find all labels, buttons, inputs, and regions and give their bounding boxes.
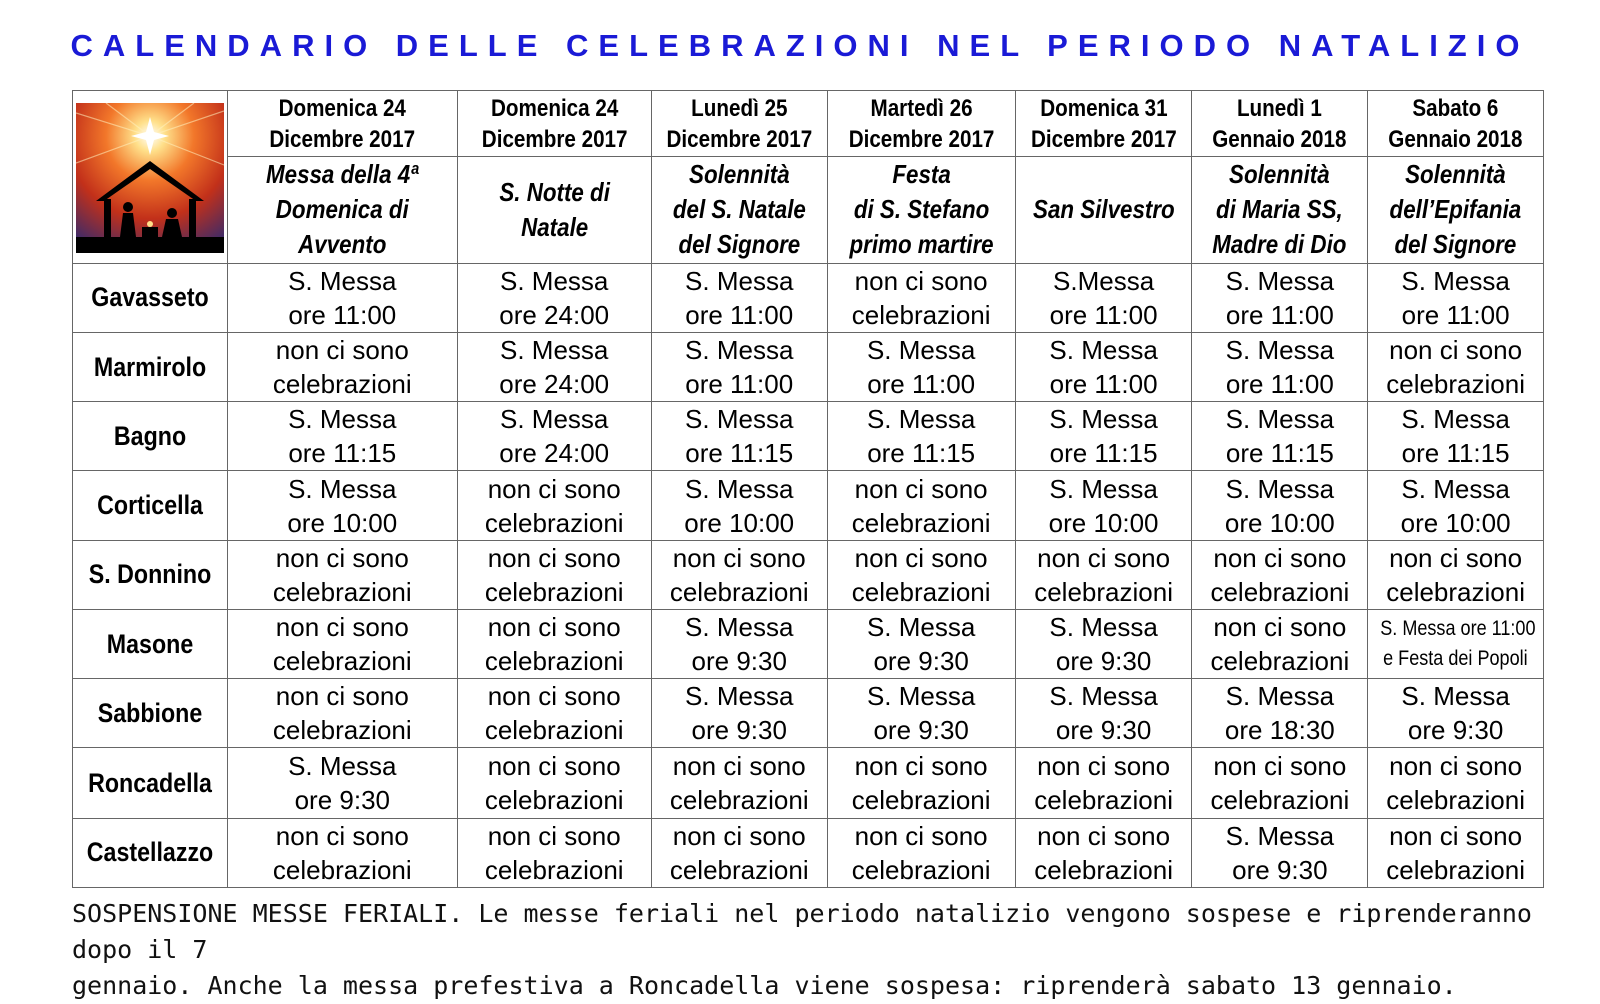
schedule-line: non ci sono	[672, 751, 806, 781]
schedule-line: non ci sono	[854, 542, 988, 573]
schedule-line: ore 10:00	[1400, 507, 1511, 538]
schedule-cell	[1368, 748, 1544, 818]
schedule-line: celebrazioni	[1034, 854, 1173, 885]
table-row	[73, 471, 1544, 540]
schedule-line: celebrazioni	[1034, 576, 1173, 607]
schedule-line: non ci sono	[487, 681, 621, 712]
header-date-cell	[228, 91, 457, 157]
header-date-cell	[651, 91, 827, 157]
schedule-line: ore 10:00	[287, 507, 398, 538]
table-row	[73, 540, 1544, 609]
schedule-line: ore 24:00	[499, 299, 610, 330]
schedule-line: S. Messa	[1401, 404, 1510, 435]
schedule-line: celebrazioni	[669, 785, 809, 815]
place-name: Marmirolo	[93, 351, 207, 382]
table-row	[73, 263, 1544, 332]
schedule-line: S. Messa	[685, 473, 794, 504]
schedule-cell	[651, 748, 827, 818]
header-feast-cell	[827, 157, 1015, 263]
table-row	[73, 402, 1544, 471]
header-feast-cell	[1015, 157, 1192, 263]
schedule-cell	[1368, 540, 1544, 609]
header-feast-cell	[651, 157, 827, 263]
header-date-line: Lunedì 1	[1237, 94, 1323, 122]
header-date-line: Dicembre 2017	[666, 125, 813, 153]
schedule-cell	[827, 402, 1015, 471]
schedule-cell	[827, 332, 1015, 401]
schedule-line: S. Messa	[1049, 404, 1158, 435]
header-date-line: Dicembre 2017	[269, 125, 416, 153]
header-feast-line: di S. Stefano	[853, 194, 989, 225]
schedule-line: S. Messa	[1049, 473, 1158, 504]
header-feast-line: Natale	[520, 211, 588, 242]
schedule-line: S. Messa	[685, 404, 794, 435]
schedule-cell	[827, 471, 1015, 540]
place-name-cell	[73, 679, 228, 748]
schedule-line: celebrazioni	[272, 646, 412, 676]
schedule-line: S. Messa	[685, 612, 794, 642]
place-name-cell	[73, 609, 228, 678]
schedule-line: ore 11:00	[1401, 299, 1510, 330]
table-row	[73, 332, 1544, 401]
place-name-cell	[73, 818, 228, 887]
schedule-line: S. Messa ore 11:00	[1380, 617, 1536, 640]
header-feast-line: Solennità	[1405, 159, 1506, 190]
schedule-line: celebrazioni	[484, 507, 624, 538]
table-row	[73, 679, 1544, 748]
schedule-line: celebrazioni	[1386, 785, 1525, 815]
header-feast-line: del Signore	[678, 229, 801, 260]
schedule-line: ore 9:30	[294, 785, 390, 815]
schedule-cell	[1192, 818, 1368, 887]
schedule-cell	[827, 748, 1015, 818]
schedule-line: S. Messa	[866, 335, 976, 365]
schedule-line: celebrazioni	[851, 299, 991, 330]
header-feast-cell	[1368, 157, 1544, 263]
place-name-cell	[73, 748, 228, 818]
header-feast-line: Domenica di	[275, 194, 409, 225]
schedule-line: S. Messa	[288, 265, 397, 296]
schedule-line: S. Messa	[500, 404, 609, 435]
place-name: Corticella	[97, 490, 203, 520]
schedule-cell	[1368, 402, 1544, 471]
schedule-line: celebrazioni	[851, 576, 991, 607]
schedule-line: non ci sono	[1213, 612, 1347, 642]
schedule-line: ore 9:30	[691, 715, 787, 746]
schedule-cell	[651, 818, 827, 887]
schedule-line: celebrazioni	[669, 854, 809, 885]
schedule-line: S. Messa	[1401, 681, 1510, 712]
header-date-cell	[457, 91, 651, 157]
schedule-cell	[228, 263, 457, 332]
header-date-cell	[1015, 91, 1192, 157]
schedule-cell	[827, 263, 1015, 332]
schedule-cell	[1015, 818, 1192, 887]
schedule-cell	[1015, 540, 1192, 609]
schedule-line: S. Messa	[866, 681, 976, 712]
schedule-line: ore 10:00	[1224, 507, 1335, 538]
schedule-line: non ci sono	[1037, 542, 1171, 573]
schedule-cell	[457, 818, 651, 887]
schedule-line: non ci sono	[1389, 751, 1523, 781]
footer-line: gennaio. Anche la messa prefestiva a Roncadella viene sospesa: riprenderà sabato 13 gennaio.	[72, 971, 1457, 1000]
schedule-line: celebrazioni	[484, 854, 624, 885]
header-feast-line: Messa della 4ª	[266, 159, 419, 190]
schedule-line: non ci sono	[487, 612, 621, 642]
schedule-line: S. Messa	[1049, 335, 1158, 365]
schedule-cell	[457, 332, 651, 401]
schedule-cell	[457, 679, 651, 748]
schedule-line: celebrazioni	[272, 715, 412, 746]
schedule-line: S. Messa	[500, 265, 609, 296]
schedule-line: non ci sono	[1213, 542, 1347, 573]
schedule-cell	[1192, 540, 1368, 609]
schedule-line: non ci sono	[1389, 820, 1523, 851]
schedule-cell	[1015, 263, 1192, 332]
schedule-line: ore 11:00	[288, 299, 397, 330]
schedule-cell	[228, 818, 457, 887]
place-name-cell	[73, 332, 228, 401]
schedule-cell	[1368, 679, 1544, 748]
schedule-line: ore 11:00	[685, 299, 794, 330]
schedule-line: S. Messa	[866, 404, 976, 435]
schedule-line: S. Messa	[1401, 473, 1510, 504]
header-date-cell	[1368, 91, 1544, 157]
schedule-cell	[1015, 402, 1192, 471]
header-date-line: Domenica 24	[490, 94, 618, 122]
header-date-line: Lunedì 25	[691, 94, 788, 122]
schedule-cell	[457, 609, 651, 678]
schedule-cell	[228, 679, 457, 748]
schedule-line: ore 11:15	[1049, 438, 1158, 469]
schedule-cell	[1192, 748, 1368, 818]
schedule-line: S. Messa	[500, 335, 609, 365]
schedule-line: non ci sono	[275, 542, 409, 573]
schedule-cell	[457, 748, 651, 818]
schedule-line: celebrazioni	[1386, 369, 1525, 399]
schedule-cell	[228, 748, 457, 818]
schedule-line: celebrazioni	[484, 646, 624, 676]
schedule-cell	[1015, 471, 1192, 540]
schedule-cell	[1368, 263, 1544, 332]
header-date-line: Gennaio 2018	[1212, 125, 1347, 153]
schedule-cell	[651, 263, 827, 332]
schedule-line: S. Messa	[685, 335, 794, 365]
place-name-cell	[73, 402, 228, 471]
schedule-line: celebrazioni	[1386, 854, 1525, 885]
place-name-cell	[73, 263, 228, 332]
schedule-line: celebrazioni	[484, 576, 624, 607]
schedule-line: ore 10:00	[1048, 507, 1159, 538]
schedule-cell	[228, 402, 457, 471]
schedule-line: ore 11:00	[1049, 369, 1158, 399]
schedule-cell	[1015, 332, 1192, 401]
schedule-cell	[1368, 818, 1544, 887]
header-feast-line: San Silvestro	[1032, 194, 1175, 225]
schedule-line: S. Messa	[1049, 612, 1158, 642]
schedule-line: non ci sono	[672, 542, 806, 573]
celebrations-table	[72, 90, 1544, 888]
schedule-line: ore 11:15	[1225, 438, 1334, 469]
schedule-line: ore 18:30	[1224, 715, 1335, 746]
schedule-line: ore 11:00	[867, 369, 976, 399]
schedule-cell	[651, 471, 827, 540]
schedule-line: S. Messa	[288, 473, 397, 504]
header-feast-cell	[457, 157, 651, 263]
page-title: CALENDARIO DELLE CELEBRAZIONI NEL PERIODO NATALIZIO	[70, 28, 1530, 63]
place-name: Masone	[106, 628, 194, 659]
schedule-line: S. Messa	[1225, 335, 1335, 365]
place-name: Roncadella	[88, 767, 212, 798]
header-feast-line: Madre di Dio	[1212, 229, 1347, 260]
schedule-line: ore 9:30	[1055, 715, 1152, 746]
header-feast-line: Solennità	[1229, 159, 1331, 190]
schedule-line: celebrazioni	[272, 854, 412, 885]
nativity-image-cell	[73, 91, 228, 264]
place-name: Gavasseto	[91, 282, 209, 313]
schedule-line: S. Messa	[288, 751, 397, 781]
schedule-cell	[228, 540, 457, 609]
schedule-line: ore 9:30	[873, 646, 969, 676]
schedule-line: celebrazioni	[1210, 576, 1350, 607]
schedule-cell	[827, 540, 1015, 609]
schedule-line: non ci sono	[854, 751, 988, 781]
schedule-cell	[1368, 609, 1544, 678]
schedule-line: non ci sono	[275, 612, 409, 642]
header-date-line: Dicembre 2017	[481, 125, 628, 153]
schedule-line: non ci sono	[487, 751, 621, 781]
schedule-cell	[1192, 332, 1368, 401]
header-date-line: Sabato 6	[1412, 94, 1499, 122]
header-feast-line: Festa	[891, 159, 951, 190]
table-row	[73, 609, 1544, 678]
schedule-line: S. Messa	[1049, 681, 1158, 712]
place-name: Sabbione	[97, 697, 203, 728]
schedule-line: non ci sono	[854, 473, 988, 504]
schedule-line: celebrazioni	[1386, 576, 1525, 607]
schedule-line: S. Messa	[1225, 681, 1335, 712]
schedule-cell	[827, 818, 1015, 887]
schedule-line: non ci sono	[854, 265, 988, 296]
schedule-cell	[651, 609, 827, 678]
header-date-cell	[1192, 91, 1368, 157]
schedule-line: celebrazioni	[272, 369, 412, 399]
schedule-line: ore 11:15	[685, 438, 794, 469]
header-feast-line: del Signore	[1394, 229, 1517, 260]
table-row	[73, 818, 1544, 887]
schedule-line: ore 24:00	[499, 438, 610, 469]
schedule-cell	[827, 609, 1015, 678]
schedule-cell	[457, 540, 651, 609]
header-feast-cell	[1192, 157, 1368, 263]
header-feast-line: S. Notte di	[498, 176, 610, 207]
schedule-line: celebrazioni	[272, 576, 412, 607]
schedule-cell	[1368, 471, 1544, 540]
schedule-line: celebrazioni	[484, 785, 624, 815]
schedule-line: S. Messa	[1225, 404, 1335, 435]
header-feast-line: Avvento	[298, 229, 387, 260]
schedule-line: ore 11:00	[1225, 299, 1334, 330]
header-date-cell	[827, 91, 1015, 157]
header-date-line: Dicembre 2017	[848, 125, 995, 153]
schedule-line: S. Messa	[866, 612, 976, 642]
schedule-line: ore 11:15	[867, 438, 976, 469]
place-name: S. Donnino	[88, 559, 212, 590]
schedule-cell	[457, 263, 651, 332]
schedule-cell	[1015, 609, 1192, 678]
schedule-line: celebrazioni	[669, 576, 809, 607]
footer-line: SOSPENSIONE MESSE FERIALI. Le messe feriali nel periodo natalizio vengono sospese e riprenderanno dopo il 7	[72, 899, 1532, 964]
schedule-line: non ci sono	[1037, 751, 1171, 781]
header-date-line: Domenica 31	[1039, 94, 1168, 122]
schedule-line: celebrazioni	[851, 507, 991, 538]
place-name-cell	[73, 471, 228, 540]
schedule-line: e Festa dei Popoli	[1383, 647, 1528, 670]
schedule-line: celebrazioni	[1034, 785, 1173, 815]
table-row	[73, 748, 1544, 818]
schedule-cell	[1015, 679, 1192, 748]
header-feast-line: primo martire	[849, 229, 994, 260]
schedule-cell	[228, 471, 457, 540]
schedule-cell	[651, 332, 827, 401]
schedule-line: ore 9:30	[691, 646, 787, 676]
schedule-line: ore 9:30	[1055, 646, 1152, 676]
schedule-cell	[1192, 471, 1368, 540]
header-date-line: Dicembre 2017	[1030, 125, 1177, 153]
schedule-line: ore 10:00	[684, 507, 795, 538]
schedule-line: non ci sono	[1213, 751, 1347, 781]
schedule-line: ore 11:00	[1049, 299, 1158, 330]
schedule-cell	[651, 540, 827, 609]
schedule-cell	[1368, 332, 1544, 401]
schedule-line: non ci sono	[487, 473, 621, 504]
schedule-line: S. Messa	[1225, 820, 1335, 851]
schedule-line: ore 9:30	[1407, 715, 1504, 746]
schedule-line: non ci sono	[1389, 335, 1523, 365]
schedule-line: non ci sono	[1389, 542, 1523, 573]
schedule-line: S. Messa	[1401, 265, 1510, 296]
schedule-cell	[651, 679, 827, 748]
schedule-line: S.Messa	[1053, 265, 1155, 296]
schedule-line: celebrazioni	[851, 854, 991, 885]
schedule-cell	[827, 679, 1015, 748]
footer-note	[72, 896, 1562, 1004]
schedule-line: S. Messa	[685, 265, 794, 296]
schedule-line: S. Messa	[1225, 473, 1335, 504]
header-feast-line: Solennità	[688, 159, 790, 190]
schedule-line: ore 9:30	[873, 715, 969, 746]
schedule-cell	[651, 402, 827, 471]
schedule-cell	[457, 402, 651, 471]
schedule-line: celebrazioni	[484, 715, 624, 746]
schedule-line: ore 11:15	[1401, 438, 1510, 469]
header-feast-line: dell’Epifania	[1389, 194, 1522, 225]
schedule-cell	[1015, 748, 1192, 818]
schedule-line: celebrazioni	[1210, 646, 1350, 676]
schedule-cell	[228, 609, 457, 678]
schedule-line: non ci sono	[854, 820, 988, 851]
schedule-line: ore 11:00	[1225, 369, 1334, 399]
schedule-cell	[228, 332, 457, 401]
schedule-line: non ci sono	[275, 681, 409, 712]
schedule-line: S. Messa	[1225, 265, 1335, 296]
schedule-line: ore 24:00	[499, 369, 610, 399]
schedule-line: non ci sono	[1037, 820, 1171, 851]
header-date-line: Martedì 26	[870, 94, 973, 122]
header-feast-line: del S. Natale	[672, 194, 806, 225]
nativity-scene-icon	[76, 103, 224, 253]
schedule-line: non ci sono	[487, 820, 621, 851]
schedule-line: non ci sono	[487, 542, 621, 573]
header-feast-line: di Maria SS,	[1216, 194, 1344, 225]
schedule-line: non ci sono	[672, 820, 806, 851]
place-name-cell	[73, 540, 228, 609]
header-date-line: Domenica 24	[278, 94, 406, 122]
schedule-cell	[1192, 402, 1368, 471]
header-feast-cell	[228, 157, 457, 263]
schedule-cell	[1192, 679, 1368, 748]
schedule-line: S. Messa	[288, 404, 397, 435]
place-name: Bagno	[113, 420, 187, 451]
schedule-line: S. Messa	[685, 681, 794, 712]
schedule-line: ore 11:00	[685, 369, 794, 399]
schedule-line: non ci sono	[275, 820, 409, 851]
place-name: Castellazzo	[86, 837, 214, 868]
schedule-line: ore 11:15	[288, 438, 397, 469]
schedule-cell	[1192, 609, 1368, 678]
schedule-line: non ci sono	[275, 335, 409, 365]
header-date-line: Gennaio 2018	[1388, 125, 1523, 153]
schedule-line: celebrazioni	[851, 785, 991, 815]
schedule-line: celebrazioni	[1210, 785, 1350, 815]
schedule-cell	[1192, 263, 1368, 332]
schedule-cell	[457, 471, 651, 540]
schedule-line: ore 9:30	[1232, 854, 1328, 885]
